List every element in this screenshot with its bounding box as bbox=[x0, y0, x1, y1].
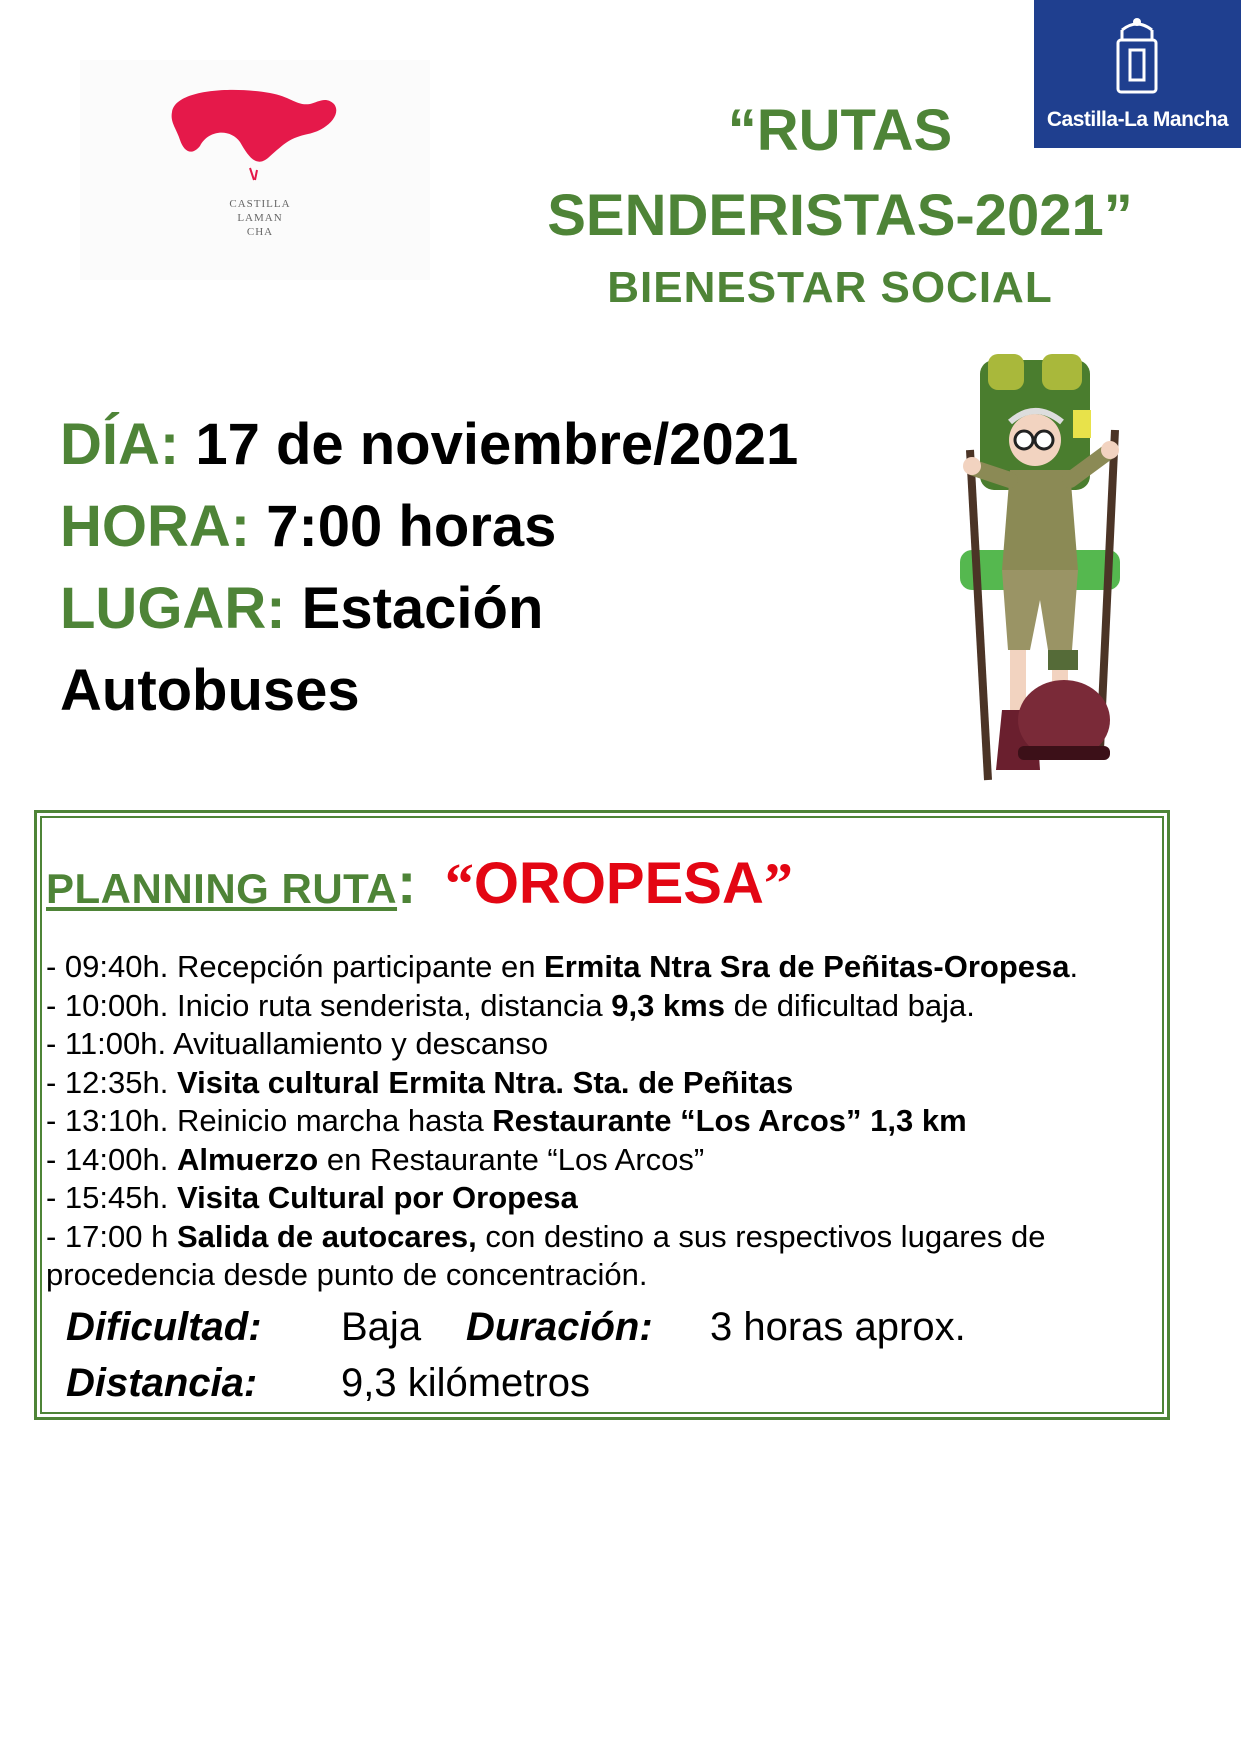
planning-label: PLANNING RUTA bbox=[46, 865, 398, 912]
schedule-item-text: - 11:00h. Avituallamiento y descanso bbox=[46, 1026, 549, 1061]
schedule-item bbox=[46, 987, 1166, 1026]
schedule-item-highlight: Ermita Ntra Sra de Peñitas-Oropesa bbox=[544, 949, 1070, 984]
summary-line-2 bbox=[66, 1358, 590, 1408]
schedule-item-text: - 15:45h. bbox=[46, 1180, 177, 1215]
route-close-quote: ” bbox=[763, 851, 793, 916]
schedule-item-highlight: Visita cultural Ermita Ntra. Sta. de Peñitas bbox=[176, 1064, 794, 1100]
distance-value: 9,3 kilómetros bbox=[341, 1361, 590, 1405]
left-logo-caption bbox=[200, 197, 320, 239]
planning-colon: : bbox=[397, 851, 417, 916]
summary-line-1 bbox=[66, 1302, 966, 1352]
place-label: LUGAR: bbox=[60, 576, 286, 641]
distance-label: Distancia: bbox=[66, 1361, 258, 1405]
schedule-item-highlight: Salida de autocares, bbox=[176, 1218, 477, 1254]
info-place bbox=[60, 574, 543, 644]
duration-value: 3 horas aprox. bbox=[710, 1305, 966, 1349]
route-name bbox=[445, 851, 793, 916]
schedule-item-highlight: Almuerzo bbox=[176, 1141, 319, 1177]
schedule-item-text: en Restaurante “Los Arcos” bbox=[318, 1141, 705, 1177]
schedule-item bbox=[46, 1102, 1166, 1141]
schedule-list bbox=[46, 948, 1166, 1295]
info-time bbox=[60, 492, 556, 562]
difficulty-label: Dificultad: bbox=[66, 1305, 262, 1349]
planning-title bbox=[46, 850, 793, 917]
schedule-item bbox=[46, 948, 1166, 987]
subtitle: BIENESTAR SOCIAL bbox=[607, 263, 1053, 312]
castilla-la-mancha-map-icon bbox=[80, 60, 430, 280]
schedule-item-highlight: Visita Cultural por Oropesa bbox=[176, 1180, 578, 1215]
schedule-item-text: - 09:40h. Recepción participante en bbox=[46, 949, 545, 984]
schedule-item-text: con destino a sus respectivos lugares de bbox=[476, 1218, 1046, 1254]
left-logo-caption-line: CHA bbox=[246, 226, 274, 238]
schedule-item-highlight: Restaurante “Los Arcos” 1,3 km bbox=[492, 1103, 967, 1138]
schedule-item bbox=[46, 1256, 1166, 1295]
day-label: DÍA: bbox=[60, 412, 180, 477]
schedule-item-text: de dificultad baja. bbox=[724, 987, 975, 1023]
info-day bbox=[60, 410, 798, 480]
schedule-item-text: - 14:00h. bbox=[46, 1141, 177, 1177]
route-open-quote: “ bbox=[444, 851, 474, 916]
left-logo-caption-line: LAMAN bbox=[237, 212, 283, 224]
duration-label: Duración: bbox=[466, 1305, 653, 1349]
schedule-item-text: - 12:35h. bbox=[46, 1064, 177, 1100]
route-name-text: OROPESA bbox=[473, 851, 764, 916]
title-line-2: SENDERISTAS-2021” bbox=[547, 183, 1133, 248]
schedule-item bbox=[46, 1218, 1166, 1257]
time-label: HORA: bbox=[60, 494, 251, 559]
place-value-2: Autobuses bbox=[60, 658, 360, 723]
schedule-item bbox=[46, 1179, 1166, 1218]
schedule-item-highlight: 9,3 kms bbox=[611, 987, 725, 1023]
schedule-item-text: procedencia desde punto de concentración. bbox=[46, 1257, 648, 1292]
hiker-illustration-icon bbox=[940, 350, 1140, 790]
title-line-1: “RUTAS bbox=[727, 98, 953, 163]
schedule-item-text: - 17:00 h bbox=[46, 1218, 177, 1254]
schedule-item bbox=[46, 1141, 1166, 1180]
schedule-item bbox=[46, 1025, 1166, 1064]
left-logo-caption-line: CASTILLA bbox=[229, 198, 291, 210]
schedule-item bbox=[46, 1064, 1166, 1103]
info-place-line-2 bbox=[60, 656, 360, 726]
schedule-item-text: - 10:00h. Inicio ruta senderista, distancia bbox=[46, 987, 612, 1023]
time-value: 7:00 horas bbox=[266, 494, 557, 559]
schedule-item-text: . bbox=[1069, 949, 1079, 984]
left-logo bbox=[80, 60, 430, 280]
place-value-1: Estación bbox=[301, 576, 544, 641]
emblem-label: Castilla-La Mancha bbox=[1046, 108, 1229, 131]
difficulty-value: Baja bbox=[341, 1305, 422, 1349]
day-value: 17 de noviembre/2021 bbox=[195, 412, 799, 477]
schedule-item-text: - 13:10h. Reinicio marcha hasta bbox=[46, 1103, 493, 1138]
